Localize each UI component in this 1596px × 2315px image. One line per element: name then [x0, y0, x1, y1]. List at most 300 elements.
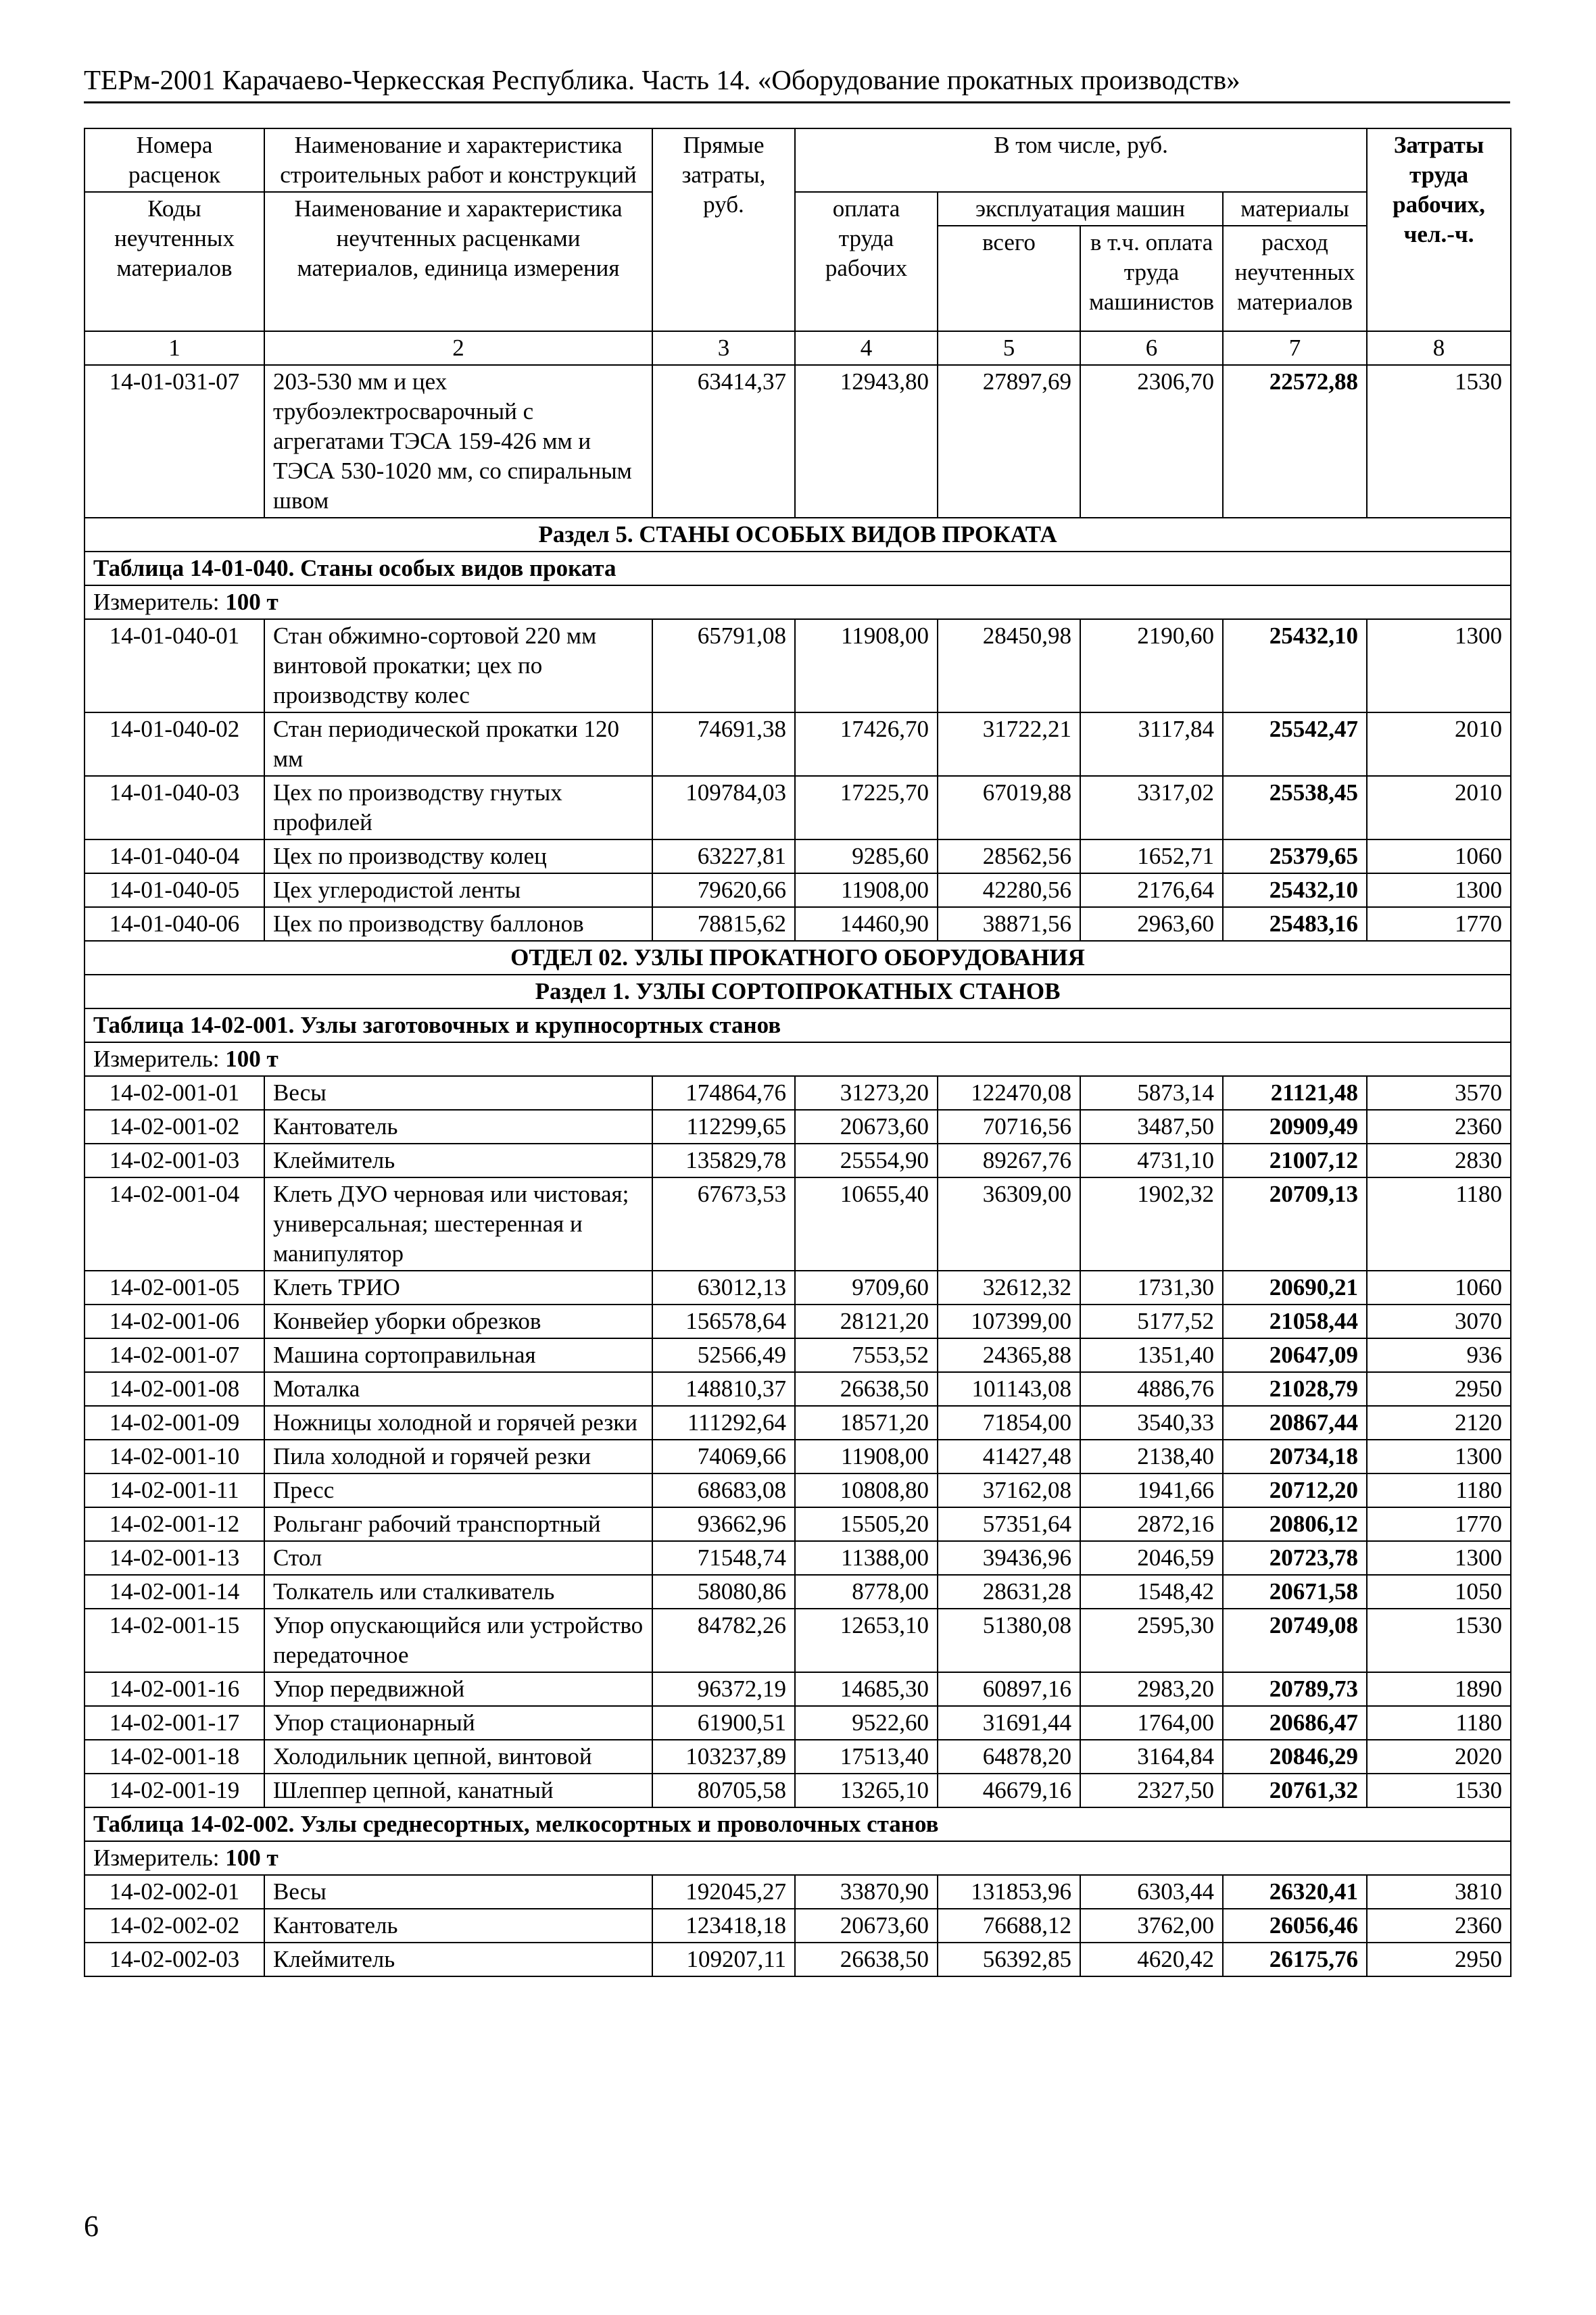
table-row	[84, 1271, 1511, 1305]
materials-cost: 20671,58	[1223, 1575, 1367, 1609]
wages-cost: 15505,20	[795, 1507, 938, 1541]
machinists-wages: 3487,50	[1080, 1110, 1223, 1144]
labor-cost: 1180	[1367, 1706, 1511, 1740]
direct-cost: 61900,51	[652, 1706, 795, 1740]
col-incl-wages: в т.ч. оплата труда машинистов	[1080, 226, 1223, 331]
table-row	[84, 776, 1511, 839]
materials-cost: 21028,79	[1223, 1372, 1367, 1406]
rate-code: 14-01-031-07	[84, 365, 264, 518]
table-row	[84, 1177, 1511, 1271]
work-name: Пила холодной и горячей резки	[264, 1440, 652, 1473]
machinists-wages: 2963,60	[1080, 907, 1223, 941]
machines-cost: 42280,56	[938, 873, 1080, 907]
work-name: Цех по производству баллонов	[264, 907, 652, 941]
work-name: Машина сортоправильная	[264, 1338, 652, 1372]
direct-cost: 63414,37	[652, 365, 795, 518]
direct-cost: 71548,74	[652, 1541, 795, 1575]
materials-cost: 20734,18	[1223, 1440, 1367, 1473]
rate-code: 14-02-001-14	[84, 1575, 264, 1609]
machines-cost: 31722,21	[938, 712, 1080, 776]
wages-cost: 11908,00	[795, 1440, 938, 1473]
wages-cost: 11388,00	[795, 1541, 938, 1575]
materials-cost: 20686,47	[1223, 1706, 1367, 1740]
work-name: Пресс	[264, 1473, 652, 1507]
wages-cost: 9285,60	[795, 839, 938, 873]
direct-cost: 192045,27	[652, 1875, 795, 1909]
rate-code: 14-02-001-09	[84, 1406, 264, 1440]
table-row	[84, 1473, 1511, 1507]
direct-cost: 80705,58	[652, 1774, 795, 1807]
header-row-1	[84, 128, 1511, 192]
wages-cost: 12943,80	[795, 365, 938, 518]
materials-cost: 21007,12	[1223, 1144, 1367, 1177]
table-row	[84, 619, 1511, 712]
materials-cost: 20761,32	[1223, 1774, 1367, 1807]
work-name: Цех по производству гнутых профилей	[264, 776, 652, 839]
table-row	[84, 1144, 1511, 1177]
labor-cost: 1180	[1367, 1473, 1511, 1507]
table-row	[84, 1076, 1511, 1110]
wages-cost: 9709,60	[795, 1271, 938, 1305]
machines-cost: 71854,00	[938, 1406, 1080, 1440]
table-row	[84, 1575, 1511, 1609]
machines-cost: 38871,56	[938, 907, 1080, 941]
wages-cost: 33870,90	[795, 1875, 938, 1909]
labor-cost: 2010	[1367, 712, 1511, 776]
machines-cost: 41427,48	[938, 1440, 1080, 1473]
col-number: 2	[264, 331, 652, 365]
labor-cost: 3810	[1367, 1875, 1511, 1909]
col-labor: Затраты труда рабочих, чел.-ч.	[1367, 128, 1511, 331]
machinists-wages: 2306,70	[1080, 365, 1223, 518]
col-number: 4	[795, 331, 938, 365]
wages-cost: 18571,20	[795, 1406, 938, 1440]
work-name: Упор передвижной	[264, 1672, 652, 1706]
rate-code: 14-01-040-02	[84, 712, 264, 776]
wages-cost: 17513,40	[795, 1740, 938, 1774]
rate-code: 14-01-040-04	[84, 839, 264, 873]
col-number: 5	[938, 331, 1080, 365]
machinists-wages: 1548,42	[1080, 1575, 1223, 1609]
labor-cost: 3070	[1367, 1305, 1511, 1338]
work-name: Клеймитель	[264, 1943, 652, 1976]
rate-code: 14-01-040-05	[84, 873, 264, 907]
direct-cost: 52566,49	[652, 1338, 795, 1372]
col-machines: эксплуатация машин	[938, 192, 1223, 226]
materials-cost: 25542,47	[1223, 712, 1367, 776]
direct-cost: 68683,08	[652, 1473, 795, 1507]
machinists-wages: 5177,52	[1080, 1305, 1223, 1338]
work-name: Ножницы холодной и горячей резки	[264, 1406, 652, 1440]
machines-cost: 56392,85	[938, 1943, 1080, 1976]
machines-cost: 70716,56	[938, 1110, 1080, 1144]
machinists-wages: 2872,16	[1080, 1507, 1223, 1541]
col-materials: материалы	[1223, 192, 1367, 226]
table-row	[84, 873, 1511, 907]
wages-cost: 14685,30	[795, 1672, 938, 1706]
labor-cost: 2360	[1367, 1110, 1511, 1144]
labor-cost: 936	[1367, 1338, 1511, 1372]
labor-cost: 2830	[1367, 1144, 1511, 1177]
machines-cost: 28562,56	[938, 839, 1080, 873]
section-title: Раздел 5. СТАНЫ ОСОБЫХ ВИДОВ ПРОКАТА	[84, 518, 1511, 552]
rate-code: 14-02-002-03	[84, 1943, 264, 1976]
col-number: 7	[1223, 331, 1367, 365]
table-title-row	[84, 552, 1511, 585]
machinists-wages: 3540,33	[1080, 1406, 1223, 1440]
direct-cost: 74691,38	[652, 712, 795, 776]
work-name: Кантователь	[264, 1110, 652, 1144]
rate-code: 14-02-002-02	[84, 1909, 264, 1943]
unit-value: 100 т	[225, 1845, 279, 1871]
work-name: Цех углеродистой ленты	[264, 873, 652, 907]
header-rule	[84, 101, 1510, 103]
section-title: Раздел 1. УЗЛЫ СОРТОПРОКАТНЫХ СТАНОВ	[84, 975, 1511, 1008]
table-row	[84, 365, 1511, 518]
machinists-wages: 3164,84	[1080, 1740, 1223, 1774]
machines-cost: 76688,12	[938, 1909, 1080, 1943]
rate-code: 14-02-001-02	[84, 1110, 264, 1144]
materials-cost: 21058,44	[1223, 1305, 1367, 1338]
labor-cost: 3570	[1367, 1076, 1511, 1110]
table-title-row	[84, 1807, 1511, 1841]
table-title: Таблица 14-01-040. Станы особых видов проката	[84, 552, 1511, 585]
wages-cost: 9522,60	[795, 1706, 938, 1740]
rate-code: 14-02-001-19	[84, 1774, 264, 1807]
unit-value: 100 т	[225, 1046, 279, 1072]
unit-row	[84, 1841, 1511, 1875]
unit-caption: Измеритель:	[93, 589, 220, 615]
work-name: 203-530 мм и цех трубоэлектросварочный с агрегатами ТЭСА 159-426 мм и ТЭСА 530-1020 мм, со спиральным швом	[264, 365, 652, 518]
wages-cost: 31273,20	[795, 1076, 938, 1110]
rate-code: 14-02-001-03	[84, 1144, 264, 1177]
table-row	[84, 1706, 1511, 1740]
machines-cost: 28450,98	[938, 619, 1080, 712]
section-title-row	[84, 518, 1511, 552]
direct-cost: 84782,26	[652, 1609, 795, 1672]
work-name: Упор стационарный	[264, 1706, 652, 1740]
machinists-wages: 2190,60	[1080, 619, 1223, 712]
machines-cost: 57351,64	[938, 1507, 1080, 1541]
machines-cost: 67019,88	[938, 776, 1080, 839]
table-row	[84, 1507, 1511, 1541]
materials-cost: 25483,16	[1223, 907, 1367, 941]
col-direct: Прямые затраты, руб.	[652, 128, 795, 331]
col-code-bottom: Коды неучтенных материалов	[84, 192, 264, 331]
machinists-wages: 1941,66	[1080, 1473, 1223, 1507]
direct-cost: 78815,62	[652, 907, 795, 941]
machines-cost: 39436,96	[938, 1541, 1080, 1575]
rate-code: 14-02-001-16	[84, 1672, 264, 1706]
direct-cost: 112299,65	[652, 1110, 795, 1144]
machines-cost: 37162,08	[938, 1473, 1080, 1507]
rate-code: 14-02-001-01	[84, 1076, 264, 1110]
wages-cost: 10808,80	[795, 1473, 938, 1507]
materials-cost: 20846,29	[1223, 1740, 1367, 1774]
machinists-wages: 1764,00	[1080, 1706, 1223, 1740]
direct-cost: 123418,18	[652, 1909, 795, 1943]
direct-cost: 156578,64	[652, 1305, 795, 1338]
unit-value: 100 т	[225, 589, 279, 615]
work-name: Клеймитель	[264, 1144, 652, 1177]
wages-cost: 26638,50	[795, 1372, 938, 1406]
materials-cost: 21121,48	[1223, 1076, 1367, 1110]
direct-cost: 103237,89	[652, 1740, 795, 1774]
table-row	[84, 1541, 1511, 1575]
materials-cost: 20723,78	[1223, 1541, 1367, 1575]
direct-cost: 174864,76	[652, 1076, 795, 1110]
labor-cost: 2120	[1367, 1406, 1511, 1440]
materials-cost: 20749,08	[1223, 1609, 1367, 1672]
materials-cost: 22572,88	[1223, 365, 1367, 518]
labor-cost: 2950	[1367, 1943, 1511, 1976]
direct-cost: 67673,53	[652, 1177, 795, 1271]
rate-code: 14-01-040-06	[84, 907, 264, 941]
col-consumption: расход неучтенных материалов	[1223, 226, 1367, 331]
unit-label	[84, 1042, 1511, 1076]
table-row	[84, 839, 1511, 873]
unit-label	[84, 1841, 1511, 1875]
wages-cost: 14460,90	[795, 907, 938, 941]
machines-cost: 28631,28	[938, 1575, 1080, 1609]
labor-cost: 1530	[1367, 1609, 1511, 1672]
table-row	[84, 1875, 1511, 1909]
department-title: ОТДЕЛ 02. УЗЛЫ ПРОКАТНОГО ОБОРУДОВАНИЯ	[84, 941, 1511, 975]
table-row	[84, 1372, 1511, 1406]
materials-cost: 25432,10	[1223, 619, 1367, 712]
table-row	[84, 1609, 1511, 1672]
wages-cost: 7553,52	[795, 1338, 938, 1372]
direct-cost: 63227,81	[652, 839, 795, 873]
wages-cost: 17225,70	[795, 776, 938, 839]
rate-code: 14-01-040-03	[84, 776, 264, 839]
work-name: Клеть ДУО черновая или чистовая; универсальная; шестеренная и манипулятор	[264, 1177, 652, 1271]
table-title-row	[84, 1008, 1511, 1042]
table-row	[84, 907, 1511, 941]
wages-cost: 20673,60	[795, 1110, 938, 1144]
direct-cost: 135829,78	[652, 1144, 795, 1177]
rate-code: 14-02-001-06	[84, 1305, 264, 1338]
department-title-row	[84, 941, 1511, 975]
unit-caption: Измеритель:	[93, 1845, 220, 1871]
labor-cost: 1890	[1367, 1672, 1511, 1706]
materials-cost: 20806,12	[1223, 1507, 1367, 1541]
work-name: Шлеппер цепной, канатный	[264, 1774, 652, 1807]
wages-cost: 25554,90	[795, 1144, 938, 1177]
col-number: 6	[1080, 331, 1223, 365]
materials-cost: 20709,13	[1223, 1177, 1367, 1271]
work-name: Толкатель или сталкиватель	[264, 1575, 652, 1609]
labor-cost: 1060	[1367, 839, 1511, 873]
col-code-top: Номера расценок	[84, 128, 264, 192]
table-row	[84, 1740, 1511, 1774]
direct-cost: 74069,66	[652, 1440, 795, 1473]
machinists-wages: 2595,30	[1080, 1609, 1223, 1672]
labor-cost: 1050	[1367, 1575, 1511, 1609]
labor-cost: 2950	[1367, 1372, 1511, 1406]
materials-cost: 20712,20	[1223, 1473, 1367, 1507]
wages-cost: 12653,10	[795, 1609, 938, 1672]
col-total: всего	[938, 226, 1080, 331]
machinists-wages: 2327,50	[1080, 1774, 1223, 1807]
table-row	[84, 1672, 1511, 1706]
work-name: Рольганг рабочий транспортный	[264, 1507, 652, 1541]
col-number: 8	[1367, 331, 1511, 365]
machinists-wages: 2046,59	[1080, 1541, 1223, 1575]
materials-cost: 25538,45	[1223, 776, 1367, 839]
work-name: Холодильник цепной, винтовой	[264, 1740, 652, 1774]
machines-cost: 51380,08	[938, 1609, 1080, 1672]
labor-cost: 1180	[1367, 1177, 1511, 1271]
direct-cost: 96372,19	[652, 1672, 795, 1706]
machinists-wages: 2983,20	[1080, 1672, 1223, 1706]
direct-cost: 63012,13	[652, 1271, 795, 1305]
machinists-wages: 5873,14	[1080, 1076, 1223, 1110]
labor-cost: 2360	[1367, 1909, 1511, 1943]
machinists-wages: 1351,40	[1080, 1338, 1223, 1372]
table-row	[84, 1110, 1511, 1144]
direct-cost: 93662,96	[652, 1507, 795, 1541]
machinists-wages: 3317,02	[1080, 776, 1223, 839]
machinists-wages: 2138,40	[1080, 1440, 1223, 1473]
machinists-wages: 4620,42	[1080, 1943, 1223, 1976]
rate-code: 14-02-002-01	[84, 1875, 264, 1909]
wages-cost: 13265,10	[795, 1774, 938, 1807]
machinists-wages: 2176,64	[1080, 873, 1223, 907]
labor-cost: 1770	[1367, 907, 1511, 941]
column-number-row	[84, 331, 1511, 365]
machines-cost: 89267,76	[938, 1144, 1080, 1177]
machines-cost: 46679,16	[938, 1774, 1080, 1807]
labor-cost: 1530	[1367, 365, 1511, 518]
materials-cost: 20647,09	[1223, 1338, 1367, 1372]
wages-cost: 11908,00	[795, 873, 938, 907]
col-number: 1	[84, 331, 264, 365]
labor-cost: 1300	[1367, 873, 1511, 907]
rate-code: 14-02-001-15	[84, 1609, 264, 1672]
wages-cost: 8778,00	[795, 1575, 938, 1609]
labor-cost: 1770	[1367, 1507, 1511, 1541]
machines-cost: 27897,69	[938, 365, 1080, 518]
machines-cost: 101143,08	[938, 1372, 1080, 1406]
unit-label	[84, 585, 1511, 619]
machines-cost: 31691,44	[938, 1706, 1080, 1740]
rate-code: 14-02-001-05	[84, 1271, 264, 1305]
rate-code: 14-02-001-10	[84, 1440, 264, 1473]
direct-cost: 148810,37	[652, 1372, 795, 1406]
work-name: Стол	[264, 1541, 652, 1575]
table-row	[84, 1774, 1511, 1807]
materials-cost: 20789,73	[1223, 1672, 1367, 1706]
machines-cost: 107399,00	[938, 1305, 1080, 1338]
col-number: 3	[652, 331, 795, 365]
header-row-2	[84, 192, 1511, 226]
page-number: 6	[84, 2210, 99, 2243]
labor-cost: 2020	[1367, 1740, 1511, 1774]
col-name-top: Наименование и характеристика строительных работ и конструкций	[264, 128, 652, 192]
direct-cost: 109207,11	[652, 1943, 795, 1976]
table-title: Таблица 14-02-001. Узлы заготовочных и крупносортных станов	[84, 1008, 1511, 1042]
machines-cost: 32612,32	[938, 1271, 1080, 1305]
machines-cost: 60897,16	[938, 1672, 1080, 1706]
machinists-wages: 3117,84	[1080, 712, 1223, 776]
rate-code: 14-02-001-08	[84, 1372, 264, 1406]
wages-cost: 11908,00	[795, 619, 938, 712]
work-name: Упор опускающийся или устройство передаточное	[264, 1609, 652, 1672]
rate-code: 14-02-001-07	[84, 1338, 264, 1372]
materials-cost: 26175,76	[1223, 1943, 1367, 1976]
wages-cost: 20673,60	[795, 1909, 938, 1943]
table-row	[84, 1440, 1511, 1473]
materials-cost: 26320,41	[1223, 1875, 1367, 1909]
machines-cost: 131853,96	[938, 1875, 1080, 1909]
work-name: Стан обжимно-сортовой 220 мм винтовой прокатки; цех по производству колес	[264, 619, 652, 712]
machinists-wages: 4886,76	[1080, 1372, 1223, 1406]
unit-caption: Измеритель:	[93, 1046, 220, 1072]
unit-row	[84, 1042, 1511, 1076]
table-row	[84, 1305, 1511, 1338]
work-name: Клеть ТРИО	[264, 1271, 652, 1305]
rate-code: 14-01-040-01	[84, 619, 264, 712]
page-header: ТЕРм-2001 Карачаево-Черкесская Республика. Часть 14. «Оборудование прокатных производств»	[84, 64, 1240, 95]
machines-cost: 24365,88	[938, 1338, 1080, 1372]
materials-cost: 20867,44	[1223, 1406, 1367, 1440]
work-name: Моталка	[264, 1372, 652, 1406]
col-wages: оплата труда рабочих	[795, 192, 938, 331]
work-name: Цех по производству колец	[264, 839, 652, 873]
table-title: Таблица 14-02-002. Узлы среднесортных, мелкосортных и проволочных станов	[84, 1807, 1511, 1841]
machinists-wages: 4731,10	[1080, 1144, 1223, 1177]
work-name: Кантователь	[264, 1909, 652, 1943]
wages-cost: 10655,40	[795, 1177, 938, 1271]
work-name: Стан периодической прокатки 120 мм	[264, 712, 652, 776]
direct-cost: 111292,64	[652, 1406, 795, 1440]
rate-code: 14-02-001-13	[84, 1541, 264, 1575]
col-incl: В том числе, руб.	[795, 128, 1367, 192]
labor-cost: 2010	[1367, 776, 1511, 839]
labor-cost: 1530	[1367, 1774, 1511, 1807]
rate-code: 14-02-001-17	[84, 1706, 264, 1740]
document-body	[84, 128, 1510, 1977]
price-table	[84, 128, 1512, 1977]
labor-cost: 1300	[1367, 1440, 1511, 1473]
labor-cost: 1300	[1367, 1541, 1511, 1575]
machines-cost: 36309,00	[938, 1177, 1080, 1271]
materials-cost: 20690,21	[1223, 1271, 1367, 1305]
rate-code: 14-02-001-12	[84, 1507, 264, 1541]
labor-cost: 1060	[1367, 1271, 1511, 1305]
work-name: Весы	[264, 1875, 652, 1909]
wages-cost: 28121,20	[795, 1305, 938, 1338]
machinists-wages: 6303,44	[1080, 1875, 1223, 1909]
machinists-wages: 1731,30	[1080, 1271, 1223, 1305]
work-name: Весы	[264, 1076, 652, 1110]
wages-cost: 17426,70	[795, 712, 938, 776]
rate-code: 14-02-001-18	[84, 1740, 264, 1774]
direct-cost: 109784,03	[652, 776, 795, 839]
machinists-wages: 1652,71	[1080, 839, 1223, 873]
materials-cost: 26056,46	[1223, 1909, 1367, 1943]
materials-cost: 25379,65	[1223, 839, 1367, 873]
section-title-row	[84, 975, 1511, 1008]
materials-cost: 20909,49	[1223, 1110, 1367, 1144]
machinists-wages: 3762,00	[1080, 1909, 1223, 1943]
labor-cost: 1300	[1367, 619, 1511, 712]
machines-cost: 64878,20	[938, 1740, 1080, 1774]
work-name: Конвейер уборки обрезков	[264, 1305, 652, 1338]
table-row	[84, 1338, 1511, 1372]
unit-row	[84, 585, 1511, 619]
